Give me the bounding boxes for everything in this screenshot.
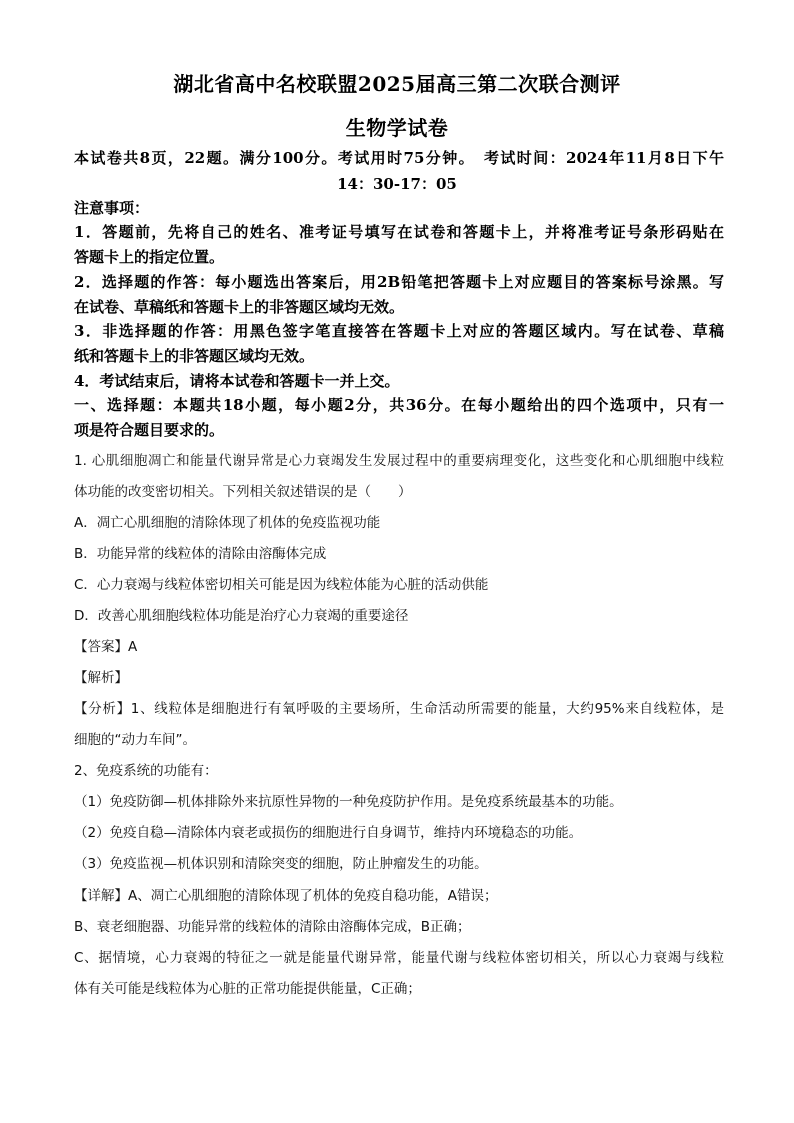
notice-item-2-cont: 在试卷、草稿纸和答题卡上的非答题区域均无效。 [74,298,405,316]
exam-time-line: 14：30-17：05 [337,175,457,193]
detail-b: B、衰老细胞器、功能异常的线粒体的清除由溶酶体完成，B正确； [74,919,471,935]
detail-c-cont: 体有关可能是线粒体为心脏的正常功能提供能量，C正确； [74,981,421,997]
analysis-label: 【解析】 [74,670,128,686]
exam-subtitle: 生物学试卷 [345,116,449,140]
analysis-paragraph-cont: 细胞的“动力车间”。 [74,732,196,748]
notice-item-3: 3．非选择题的作答：用黑色签字笔直接答在答题卡上对应的答题区域内。写在试卷、草稿 [74,322,724,340]
question-1-stem-cont: 体功能的改变密切相关。下列相关叙述错误的是（ ） [74,484,412,500]
notice-item-1-cont: 答题卡上的指定位置。 [74,248,225,266]
notice-item-3-cont: 纸和答题卡上的非答题区域均无效。 [74,347,315,365]
detail-c: C、据情境，心力衰竭的特征之一就是能量代谢异常，能量代谢与线粒体密切相关，所以心力衰竭与线粒 [74,950,724,966]
notice-item-1: 1．答题前，先将自己的姓名、准考证号填写在试卷和答题卡上，并将准考证号条形码贴在 [74,223,724,241]
notice-heading: 注意事项： [74,199,150,217]
immune-item-3: （3）免疫监视—机体识别和清除突变的细胞，防止肿瘤发生的功能。 [74,856,488,872]
immune-item-2: （2）免疫自稳—清除体内衰老或损伤的细胞进行自身调节，维持内环境稳态的功能。 [74,825,583,841]
detail-a: 【详解】A、凋亡心肌细胞的清除体现了机体的免疫自稳功能，A错误； [74,888,498,904]
immune-item-1: （1）免疫防御—机体排除外来抗原性异物的一种免疫防护作用。是免疫系统最基本的功能。 [74,794,623,810]
section-heading: 一、选择题：本题共18小题，每小题2分，共36分。在每小题给出的四个选项中，只有一 [74,396,724,414]
notice-item-4: 4．考试结束后，请将本试卷和答题卡一并上交。 [74,372,400,390]
analysis-paragraph: 【分析】1、线粒体是细胞进行有氧呼吸的主要场所，生命活动所需要的能量，大约95%来自线粒体，是 [74,701,724,717]
option-c: C．心力衰竭与线粒体密切相关可能是因为线粒体能为心脏的活动供能 [74,577,489,593]
option-b: B．功能异常的线粒体的清除由溶酶体完成 [74,546,327,562]
section-heading-cont: 项是符合题目要求的。 [74,421,225,439]
answer-label: 【答案】A [74,639,138,655]
option-d: D．改善心肌细胞线粒体功能是治疗心力衰竭的重要途径 [74,608,409,624]
immune-heading: 2、免疫系统的功能有： [74,763,218,779]
question-1-stem: 1. 心肌细胞凋亡和能量代谢异常是心力衰竭发生发展过程中的重要病理变化，这些变化和心肌细胞中线粒 [74,453,724,469]
exam-info-line: 本试卷共8页，22题。满分100分。考试用时75分钟。 考试时间：2024年11月8日下午 [74,149,724,167]
notice-item-2: 2．选择题的作答：每小题选出答案后，用2B铅笔把答题卡上对应题目的答案标号涂黑。写 [74,273,724,291]
exam-title: 湖北省高中名校联盟2025届高三第二次联合测评 [173,72,621,96]
option-a: A．凋亡心肌细胞的清除体现了机体的免疫监视功能 [74,515,381,531]
